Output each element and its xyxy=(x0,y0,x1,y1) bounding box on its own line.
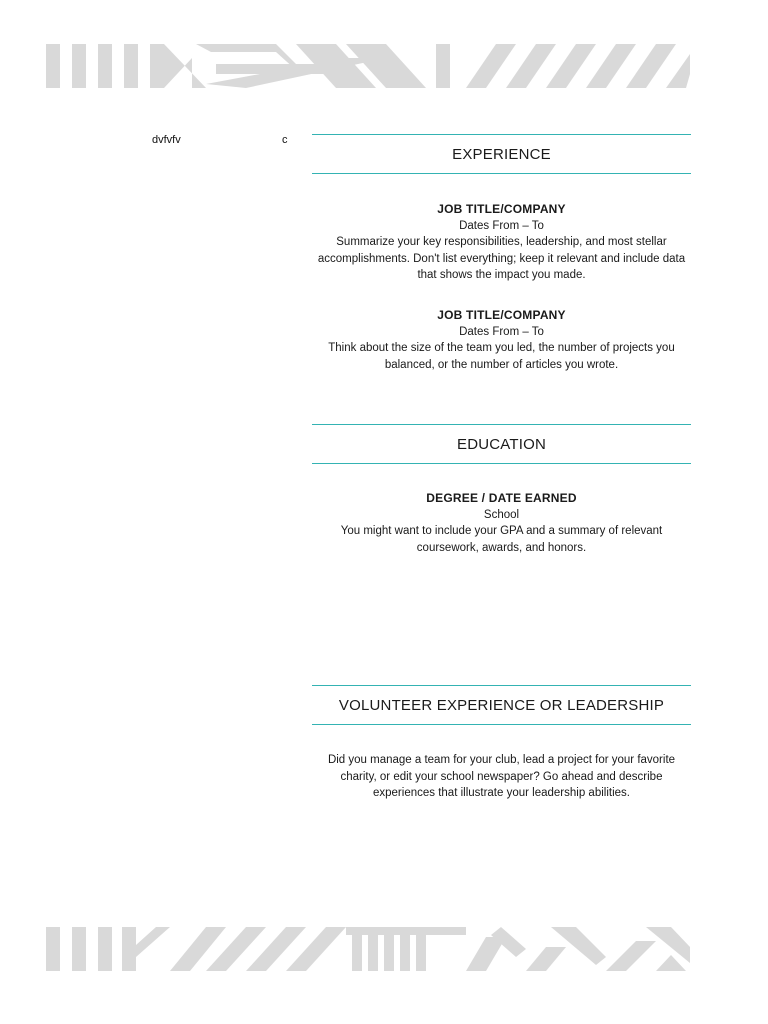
volunteer-description: Did you manage a team for your club, lead a project for your favorite charity, or edit your school newspaper? Go ahead and describe experiences that illustrate your leadership abilities. xyxy=(327,754,676,799)
experience-heading: EXPERIENCE xyxy=(312,134,691,174)
education-entry xyxy=(312,490,691,556)
education-description: You might want to include your GPA and a summary of relevant coursework, awards, and honors. xyxy=(340,525,663,554)
volunteer-heading: VOLUNTEER EXPERIENCE OR LEADERSHIP xyxy=(312,685,691,725)
job-title: JOB TITLE/COMPANY xyxy=(437,308,566,322)
sidebar-extra-text: c xyxy=(282,134,288,146)
sidebar-name: dvfvfv xyxy=(152,134,181,146)
job-dates: Dates From – To xyxy=(459,325,544,338)
volunteer-entry xyxy=(312,752,691,802)
school-name: School xyxy=(483,508,520,521)
job-description: Think about the size of the team you led, the number of projects you balanced, or the number of articles you wrote. xyxy=(328,342,675,371)
education-heading: EDUCATION xyxy=(312,424,691,464)
experience-job-1 xyxy=(312,201,691,284)
experience-job-2 xyxy=(312,307,691,373)
job-title: JOB TITLE/COMPANY xyxy=(437,202,566,216)
decorative-stripe-band-bottom xyxy=(46,927,690,971)
job-description: Summarize your key responsibilities, leadership, and most stellar accomplishments. Don't list everything; keep it relevant and include data that shows the impact you made. xyxy=(317,236,686,281)
decorative-stripe-band-top xyxy=(46,44,690,88)
degree-title: DEGREE / DATE EARNED xyxy=(426,491,577,505)
job-dates: Dates From – To xyxy=(459,219,544,232)
